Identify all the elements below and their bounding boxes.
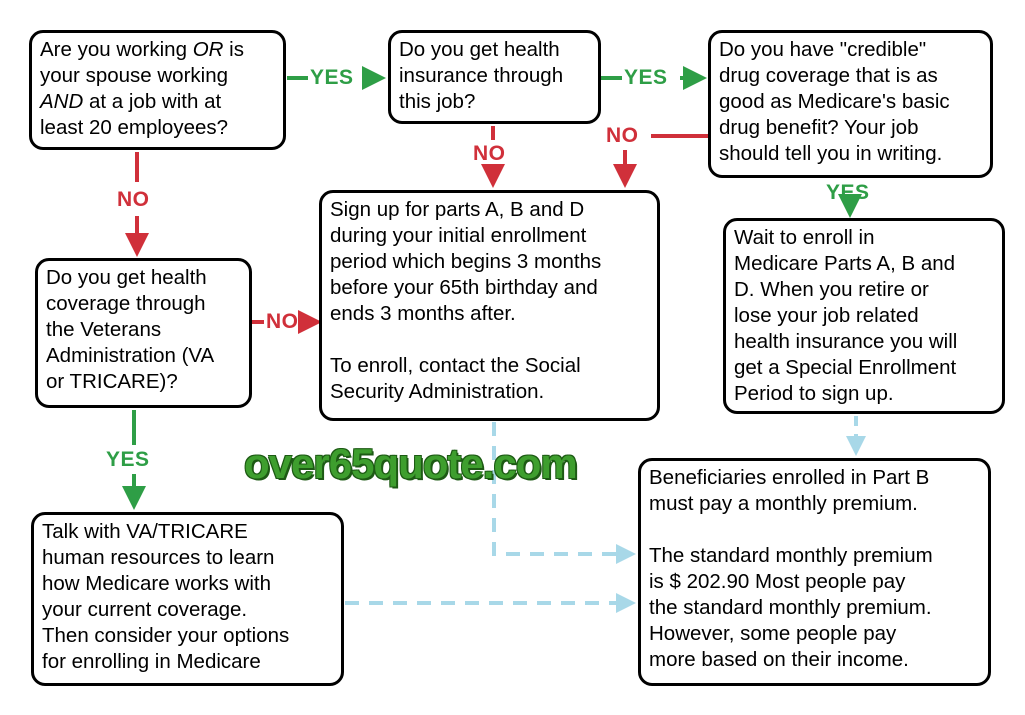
question-working-part: Are you working: [40, 38, 193, 61]
question-working-part: is your spouse working: [40, 38, 244, 87]
label-yes-va-to-talk: YES: [106, 448, 150, 471]
answer-va-talk-box: [31, 512, 344, 686]
question-working-emphasis-and: AND: [40, 90, 84, 113]
question-va-box: [35, 258, 252, 408]
question-va-text: Do you get health coverage through the Veterans Administration (VA or TRICARE)?: [46, 266, 215, 393]
answer-premium-text-1: Beneficiaries enrolled in Part B must pay a monthly premium.: [649, 466, 930, 515]
label-yes-credible-to-wait: YES: [826, 181, 870, 204]
answer-signup-text-1: Sign up for parts A, B and D during your initial enrollment period which begins 3 months before your 65th birthday and ends 3 months after.: [330, 198, 602, 325]
answer-premium-box: [638, 458, 991, 686]
question-working-text: [40, 37, 275, 141]
answer-va-talk-text: Talk with VA/TRICARE human resources to learn how Medicare works with your current coverage. Then consider your options for enrolling in Medicare: [42, 520, 290, 673]
question-working-part: at a job with at least 20 employees?: [40, 90, 229, 139]
label-no-va-to-signup: NO: [266, 310, 299, 333]
question-health-insurance-text: Do you get health insurance through this job?: [399, 38, 564, 113]
label-yes-working-to-insurance: YES: [310, 66, 354, 89]
question-credible-coverage-box: [708, 30, 993, 178]
question-credible-coverage-text: Do you have "credible" drug coverage that is as good as Medicare's basic drug benefit? Your job should tell you in writing.: [719, 38, 950, 165]
answer-wait-text: Wait to enroll in Medicare Parts A, B and D. When you retire or lose your job related health insurance you will get a Special Enrollment Period to sign up.: [734, 226, 958, 405]
answer-wait-box: [723, 218, 1005, 414]
question-working-box: [29, 30, 286, 150]
answer-signup-text-2: To enroll, contact the Social Security Administration.: [330, 354, 581, 403]
label-no-insurance-to-signup: NO: [473, 142, 506, 165]
label-yes-insurance-to-credible: YES: [624, 66, 668, 89]
label-no-credible-to-signup: NO: [606, 124, 639, 147]
label-no-working-to-va: NO: [117, 188, 150, 211]
answer-premium-text-2: The standard monthly premium is $ 202.90 Most people pay the standard monthly premium. However, some people pay more based on their income.: [649, 544, 933, 671]
question-working-emphasis-or: OR: [192, 38, 224, 61]
answer-signup-box: [319, 190, 660, 421]
question-health-insurance-box: [388, 30, 601, 124]
site-watermark: over65quote.com: [244, 440, 577, 487]
